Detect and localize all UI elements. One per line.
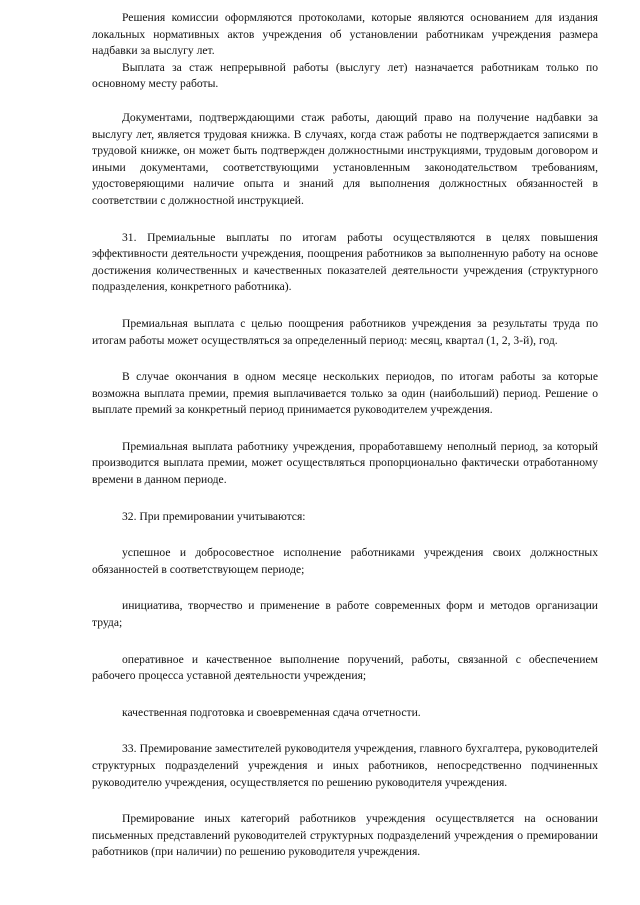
paragraph-service-documents: Документами, подтверждающими стаж работы, дающий право на получение надбавки за выслугу лет, является трудовая книжка. В случаях, когда стаж работы не подтверждается записями в трудовой книжке, он может быть подтвержден должностными инструкциями, трудовым договором и иными документами, соответствующими установленным законодательством требованиям, удостоверяющими наличие опыта и знаний для выполнения должностных обязанностей в соответствии с должностной инструкцией.: [92, 110, 598, 207]
paragraph-other-categories: Премирование иных категорий работников учреждения осуществляется на основании письменных представлений руководителей структурных подразделений учреждения о премировании работников (при наличии) по решению руководителя учреждения.: [92, 812, 598, 859]
paragraph-bonus-period: Премиальная выплата с целью поощрения работников учреждения за результаты труда по итогам работы может осуществляться за определенный период: месяц, квартал (1, 2, 3-й), год.: [92, 316, 598, 347]
paragraph-31-bonus-payments: 31. Премиальные выплаты по итогам работы осуществляются в целях повышения эффективности деятельности учреждения, поощрения работников за выполненную работу на основе достижения количественных и качественных показателей деятельности учреждения (структурного подразделения, конкретного работника).: [92, 230, 598, 294]
document-page: [92, 10, 598, 861]
list-item-duties: успешное и добросовестное исполнение работниками учреждения своих должностных обязанностей в соответствующем периоде;: [92, 546, 598, 576]
paragraph-multiple-periods: В случае окончания в одном месяце нескольких периодов, по итогам работы за которые возможна выплата премии, премия выплачивается только за один (наибольший) период. Решение о выплате премий за конкретный период принимается руководителем учреждения.: [92, 370, 598, 417]
list-item-reporting: качественная подготовка и своевременная сдача отчетности.: [122, 705, 421, 719]
paragraph-main-workplace: Выплата за стаж непрерывной работы (выслугу лет) назначается работникам только по основному месту работы.: [92, 60, 598, 91]
paragraph-partial-period: Премиальная выплата работнику учреждения, проработавшему неполный период, за который производится выплата премии, может осуществляться пропорционально фактически отработанному времени в данном периоде.: [92, 439, 598, 487]
paragraph-32-criteria-heading: 32. При премировании учитываются:: [122, 509, 306, 523]
paragraph-commission-decisions: Решения комиссии оформляются протоколами, которые являются основанием для издания локальных нормативных актов учреждения об установлении работникам учреждения размера надбавки за выслугу лет.: [92, 11, 598, 58]
list-item-initiative: инициатива, творчество и применение в работе современных форм и методов организации труда;: [92, 599, 598, 630]
list-item-assignments: оперативное и качественное выполнение поручений, работы, связанной с обеспечением рабочего процесса уставной деятельности учреждения;: [92, 652, 598, 683]
paragraph-33-deputies-bonus: 33. Премирование заместителей руководителя учреждения, главного бухгалтера, руководителей структурных подразделений учреждения и иных работников, непосредственно подчиненных руководителю учреждения, осуществляется по решению руководителя учреждения.: [92, 742, 598, 789]
